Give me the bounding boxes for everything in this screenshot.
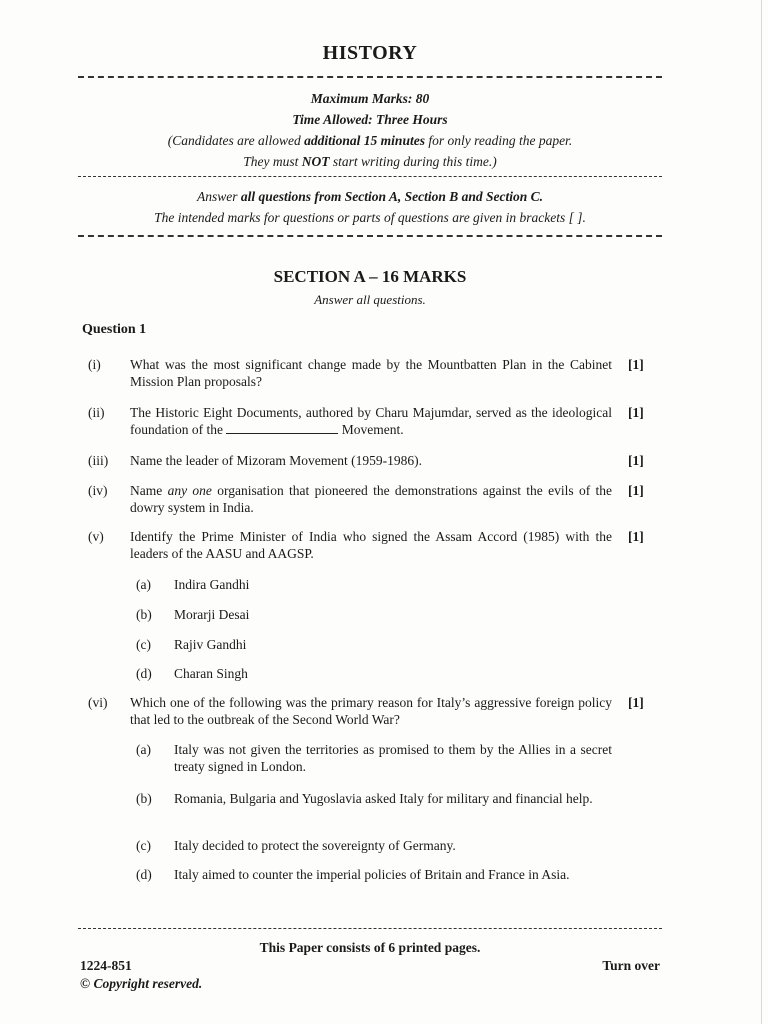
instructions-line-1 xyxy=(78,186,662,207)
option-label: (d) xyxy=(136,666,152,681)
option-text: Morarji Desai xyxy=(174,607,250,622)
option-text: Italy decided to protect the sovereignty of Germany. xyxy=(174,838,456,853)
time-allowed: Time Allowed: Three Hours xyxy=(292,112,448,127)
question-text-post: organisation that pioneered the demonstrations against the evils of the dowry system in India. xyxy=(130,483,612,515)
option-label: (a) xyxy=(136,742,151,757)
question-text-pre: Name xyxy=(130,483,168,498)
question-number: (iv) xyxy=(88,483,108,498)
question-text xyxy=(130,482,612,516)
question-number: (i) xyxy=(88,357,101,372)
instructions xyxy=(78,186,662,228)
option-text: Italy was not given the territories as promised to them by the Allies in a secret treaty signed in London. xyxy=(174,742,612,774)
option-label: (c) xyxy=(136,637,151,652)
option-text: Romania, Bulgaria and Yugoslavia asked Italy for military and financial help. xyxy=(174,791,593,806)
question-text: Which one of the following was the primary reason for Italy’s aggressive foreign policy that led to the outbreak of the Second World War? xyxy=(130,695,612,727)
question-number: (vi) xyxy=(88,695,108,710)
reading-note-1-post: for only reading the paper. xyxy=(424,133,573,148)
question-text: What was the most significant change made by the Mountbatten Plan in the Cabinet Mission Plan proposals? xyxy=(130,357,612,389)
section-subtitle: Answer all questions. xyxy=(314,292,426,307)
option-text: Indira Gandhi xyxy=(174,577,250,592)
question-marks: [1] xyxy=(628,483,644,498)
question-text xyxy=(130,404,612,438)
divider-dashed xyxy=(78,928,662,929)
paper-code: 1224-851 xyxy=(80,958,132,973)
question-marks: [1] xyxy=(628,695,644,710)
divider-dashed xyxy=(78,235,662,237)
question-number: (ii) xyxy=(88,405,105,420)
question-text-emphasis: any one xyxy=(167,483,212,498)
option-label: (a) xyxy=(136,577,151,592)
fill-in-blank xyxy=(226,421,338,434)
divider-dashed xyxy=(78,176,662,177)
option-label: (b) xyxy=(136,607,152,622)
question-heading: Question 1 xyxy=(82,322,147,337)
question-text-pre: The Historic Eight Documents, authored by Charu Majumdar, served as the ideological foundation of the xyxy=(130,405,612,437)
question-marks: [1] xyxy=(628,405,644,420)
copyright-note: © Copyright reserved. xyxy=(80,976,203,991)
reading-note-2-bold: NOT xyxy=(301,154,330,169)
option-label: (c) xyxy=(136,838,151,853)
question-number: (iii) xyxy=(88,453,109,468)
option-label: (d) xyxy=(136,867,152,882)
question-text-post: Movement. xyxy=(338,422,404,437)
page-edge-line xyxy=(761,0,762,1024)
exam-info xyxy=(78,88,662,172)
reading-note-2 xyxy=(78,151,662,172)
question-marks: [1] xyxy=(628,357,644,372)
question-marks: [1] xyxy=(628,453,644,468)
option-label: (b) xyxy=(136,791,152,806)
option-text: Charan Singh xyxy=(174,666,248,681)
reading-note-2-post: start writing during this time.) xyxy=(329,154,497,169)
instructions-line-1-pre: Answer xyxy=(196,189,241,204)
instructions-line-2: The intended marks for questions or parts of questions are given in brackets [ ]. xyxy=(154,210,586,225)
question-number: (v) xyxy=(88,529,104,544)
reading-note-1-bold: additional 15 minutes xyxy=(304,133,425,148)
reading-note-1-pre: (Candidates are allowed xyxy=(167,133,305,148)
section-title: SECTION A – 16 MARKS xyxy=(273,267,467,286)
instructions-line-1-bold: all questions from Section A, Section B and Section C. xyxy=(240,189,544,204)
page-count-note: This Paper consists of 6 printed pages. xyxy=(259,940,481,955)
turn-over-note: Turn over xyxy=(602,958,660,973)
max-marks: Maximum Marks: 80 xyxy=(310,91,430,106)
page-title: HISTORY xyxy=(322,42,418,64)
reading-note-2-pre: They must xyxy=(243,154,302,169)
question-text: Name the leader of Mizoram Movement (1959-1986). xyxy=(130,453,423,468)
question-text: Identify the Prime Minister of India who signed the Assam Accord (1985) with the leaders of the AASU and AAGSP. xyxy=(130,529,612,561)
option-text: Italy aimed to counter the imperial policies of Britain and France in Asia. xyxy=(174,867,570,882)
reading-note-1 xyxy=(78,130,662,151)
option-text: Rajiv Gandhi xyxy=(174,637,247,652)
divider-dashed xyxy=(78,76,662,78)
question-marks: [1] xyxy=(628,529,644,544)
